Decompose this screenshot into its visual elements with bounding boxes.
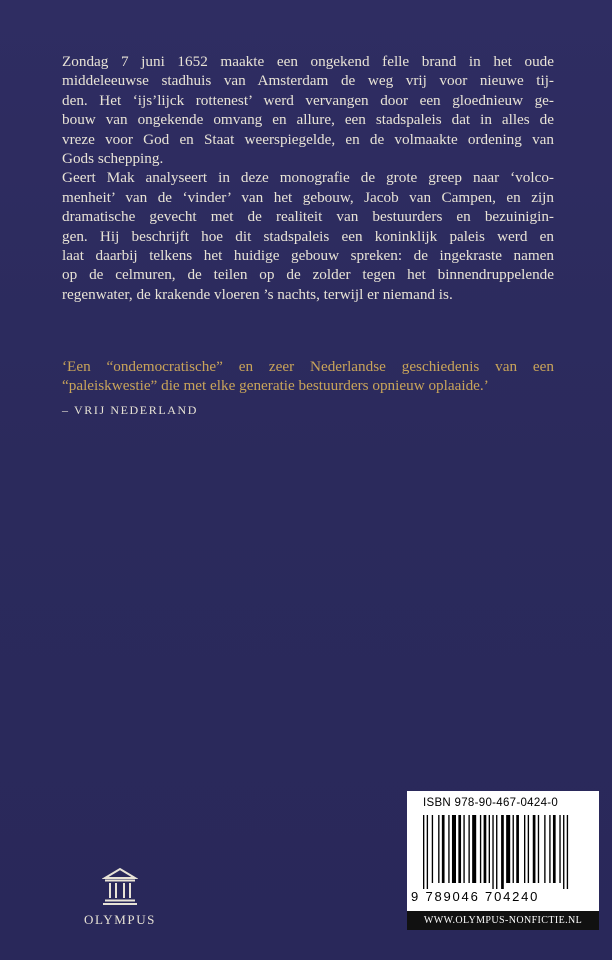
publisher-name: OLYMPUS (83, 912, 157, 927)
barcode-image (421, 815, 587, 889)
blurb-line: op de celmuren, de teilen op de zolder tegen het binnendruppelende (62, 266, 554, 284)
quote-source: – VRIJ NEDERLAND (62, 403, 199, 417)
blurb-line: vreze voor God en Staat weerspiegelde, en de volmaakte ordening van (62, 130, 554, 148)
publisher-logo (78, 866, 162, 928)
blurb-text (62, 52, 554, 304)
review-quote (62, 357, 554, 396)
blurb-line: middeleeuwse stadhuis van Amsterdam de weg vrij voor nieuwe tij- (62, 72, 554, 90)
blurb-line: menheit’ van de ‘vinder’ van het gebouw, Jacob van Campen, en zijn (62, 188, 554, 206)
barcode-panel (407, 791, 599, 911)
blurb-line: Gods schepping. (62, 150, 164, 168)
blurb-line: den. Het ‘ijs’lijck rottenest’ werd vervangen door een gloednieuw ge- (62, 91, 554, 109)
blurb-line: gen. Hij beschrijft hoe dit stadspaleis een koninklijk paleis werd en (62, 227, 554, 245)
quote-line: “paleiskwestie” die met elke generatie bestuurders opnieuw oplaaide.’ (62, 377, 489, 395)
blurb-line: bouw van ongekende omvang en allure, een stadspaleis dat in alles de (62, 111, 554, 129)
blurb-line: Zondag 7 juni 1652 maakte een ongekend felle brand in het oude (62, 53, 554, 70)
blurb-line: regenwater, de krakende vloeren ’s nachts, terwijl er niemand is. (62, 285, 453, 303)
barcode-digits: 9 789046 704240 (411, 889, 540, 904)
temple-columns-icon (102, 866, 138, 906)
website-url: WWW.OLYMPUS-NONFICTIE.NL (407, 911, 599, 930)
quote-line: ‘Een “ondemocratische” en zeer Nederlandse geschiedenis van een (62, 358, 554, 375)
blurb-line: Geert Mak analyseert in deze monografie de grote greep naar ‘volco- (62, 169, 554, 187)
blurb-line: laat daarbij telkens het huidige gebouw spreken: de ingekraste namen (62, 247, 554, 265)
isbn-label: ISBN 978-90-467-0424-0 (423, 797, 559, 809)
blurb-line: dramatische gevecht met de realiteit van bestuurders en bezuinigin- (62, 208, 554, 226)
